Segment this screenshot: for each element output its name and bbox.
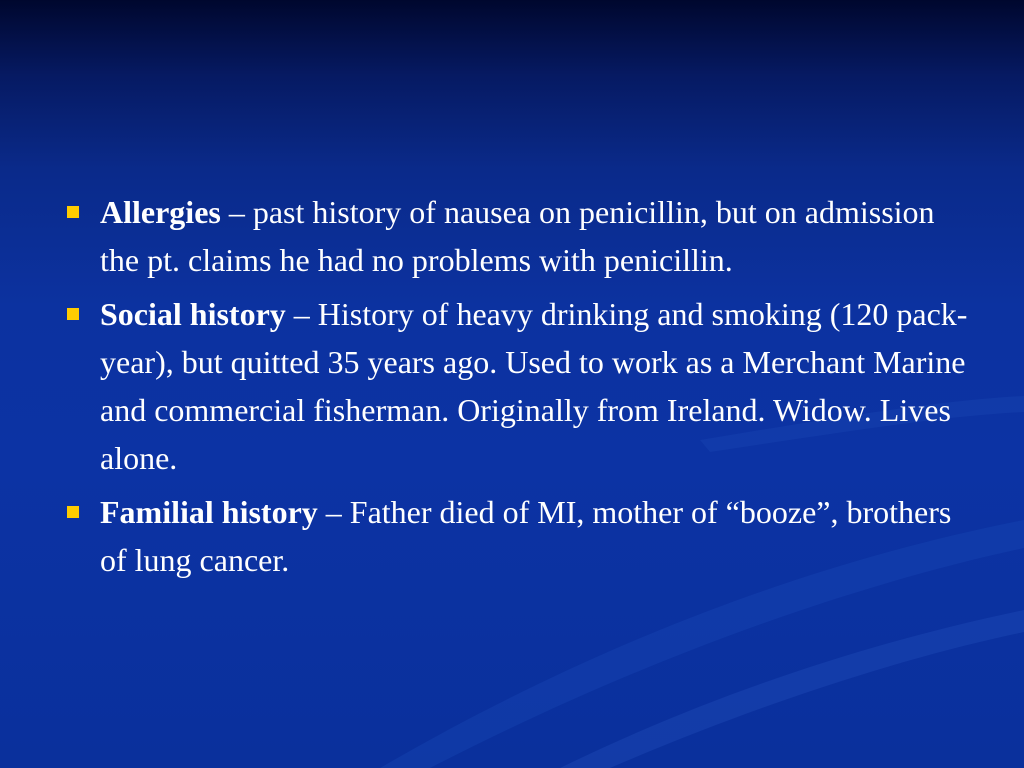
bullet-square-icon [67, 506, 79, 518]
bullet-item-social-history [60, 290, 970, 482]
bullet-square-icon [67, 206, 79, 218]
bullet-item-familial-history [60, 488, 970, 584]
bullet-text: – Father died of MI, mother of “booze”, brothers of lung cancer. [100, 494, 952, 578]
bullet-term: Social history [100, 296, 286, 332]
bullet-term: Familial history [100, 494, 318, 530]
bullet-text: – History of heavy drinking and smoking (120 pack-year), but quitted 35 years ago. Used to work as a Merchant Marine and commercial fisherman. Originally from Ireland. Widow. Lives alone. [100, 296, 968, 476]
bullet-list [60, 188, 970, 590]
bullet-term: Allergies [100, 194, 221, 230]
bullet-square-icon [67, 308, 79, 320]
bullet-item-allergies [60, 188, 970, 284]
bullet-text: – past history of nausea on penicillin, but on admission the pt. claims he had no problems with penicillin. [100, 194, 935, 278]
